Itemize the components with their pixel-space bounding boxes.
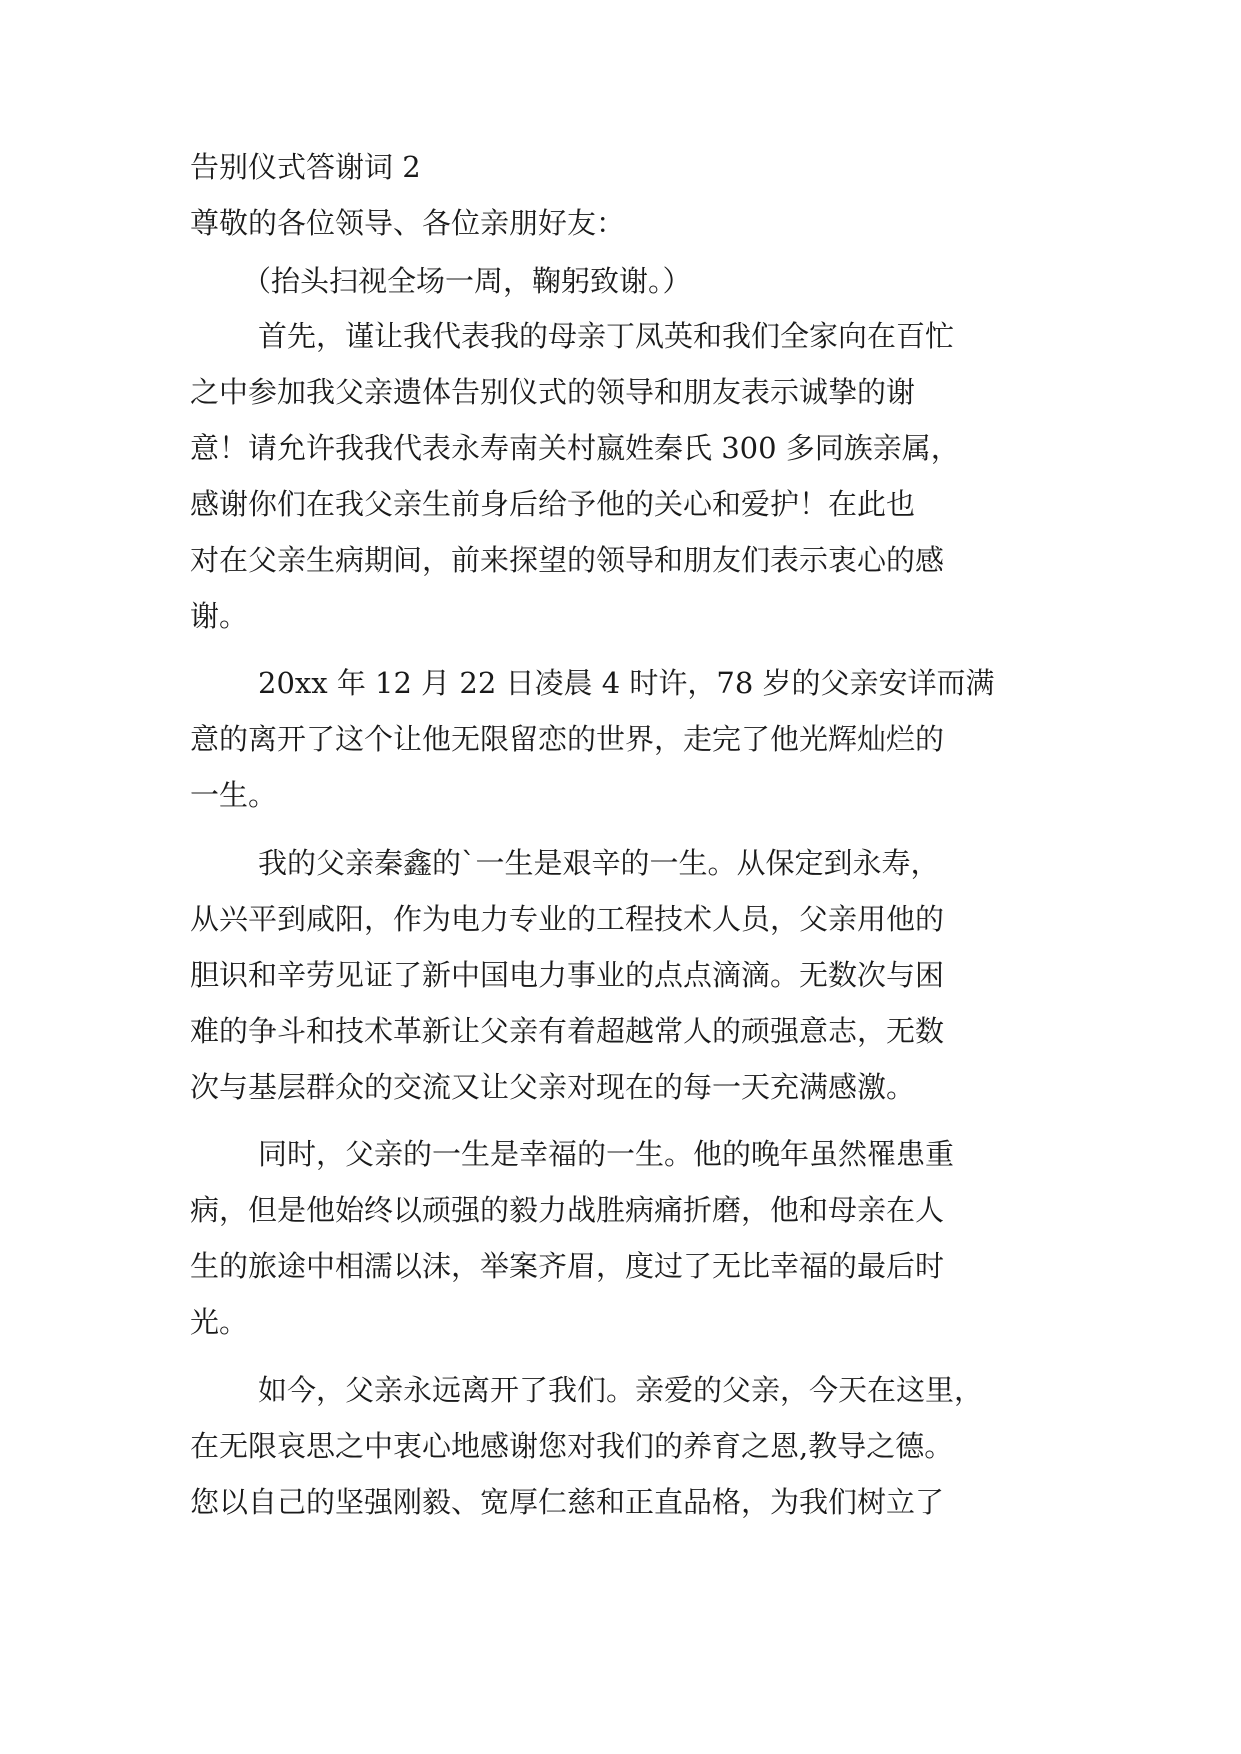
paragraph-4-line-2: 病，但是他始终以顽强的毅力战胜病痛折磨，他和母亲在人 — [190, 1193, 945, 1227]
paragraph-4-line-4: 光。 — [190, 1305, 249, 1339]
paragraph-2-line-2: 意的离开了这个让他无限留恋的世界，走完了他光辉灿烂的 — [190, 722, 945, 756]
paragraph-1-line-2: 之中参加我父亲遗体告别仪式的领导和朋友表示诚挚的谢 — [190, 375, 916, 409]
paragraph-3-line-4: 难的争斗和技术革新让父亲有着超越常人的顽强意志，无数 — [190, 1014, 945, 1048]
paragraph-1-line-5: 对在父亲生病期间，前来探望的领导和朋友们表示衷心的感 — [190, 543, 945, 577]
document-title: 告别仪式答谢词 2 — [190, 150, 421, 184]
paragraph-3-line-3: 胆识和辛劳见证了新中国电力事业的点点滴滴。无数次与困 — [190, 958, 945, 992]
paragraph-1-line-4: 感谢你们在我父亲生前身后给予他的关心和爱护！在此也 — [190, 487, 916, 521]
paragraph-3-line-1: 我的父亲秦鑫的`一生是艰辛的一生。从保定到永寿， — [258, 846, 940, 880]
paragraph-2-line-3: 一生。 — [190, 778, 278, 812]
paragraph-5-line-3: 您以自己的坚强刚毅、宽厚仁慈和正直品格，为我们树立了 — [190, 1485, 945, 1519]
paragraph-5-line-2: 在无限哀思之中衷心地感谢您对我们的养育之恩,教导之德。 — [190, 1429, 954, 1463]
paragraph-1-line-6: 谢。 — [190, 599, 249, 633]
paragraph-4-line-3: 生的旅途中相濡以沫，举案齐眉，度过了无比幸福的最后时 — [190, 1249, 945, 1283]
paragraph-4-line-1: 同时，父亲的一生是幸福的一生。他的晚年虽然罹患重 — [258, 1137, 955, 1171]
stage-direction: （抬头扫视全场一周，鞠躬致谢。） — [242, 264, 692, 298]
paragraph-2-line-1: 20xx 年 12 月 22 日凌晨 4 时许，78 岁的父亲安详而满 — [258, 666, 995, 700]
paragraph-3-line-2: 从兴平到咸阳，作为电力专业的工程技术人员，父亲用他的 — [190, 902, 945, 936]
salutation: 尊敬的各位领导、各位亲朋好友： — [190, 206, 626, 240]
paragraph-1-line-1: 首先，谨让我代表我的母亲丁凤英和我们全家向在百忙 — [258, 319, 955, 353]
paragraph-1-line-3: 意！请允许我我代表永寿南关村嬴姓秦氏 300 多同族亲属， — [190, 431, 960, 465]
paragraph-3-line-5: 次与基层群众的交流又让父亲对现在的每一天充满感激。 — [190, 1070, 916, 1104]
paragraph-5-line-1: 如今，父亲永远离开了我们。亲爱的父亲，今天在这里， — [258, 1373, 984, 1407]
